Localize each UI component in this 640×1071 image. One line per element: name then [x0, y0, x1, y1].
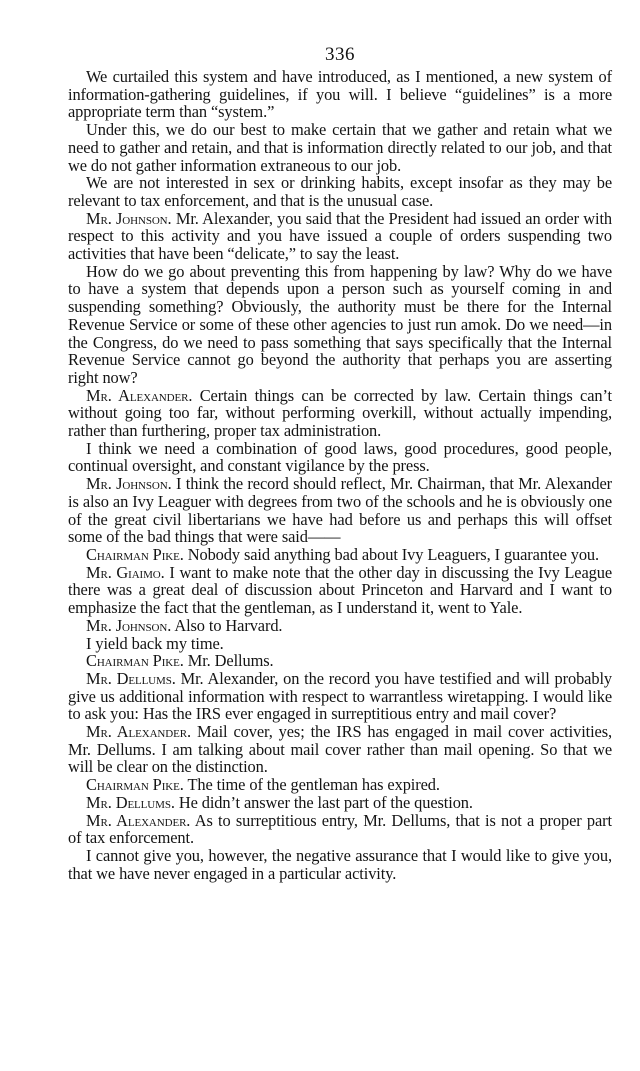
paragraph	[68, 475, 612, 546]
speaker-name: Mr. Johnson.	[86, 615, 172, 635]
paragraph	[68, 68, 612, 121]
paragraph-text: We curtailed this system and have introduced, as I mentioned, a new system of information-gathering guidelines, if you will. I believe “guidelines” is a more appropriate term than “system.”	[68, 67, 612, 122]
paragraph	[68, 635, 612, 653]
paragraph-text: Also to Harvard.	[174, 615, 283, 635]
speaker-name: Mr. Dellums.	[86, 668, 176, 688]
paragraph-text: Under this, we do our best to make certain that we gather and retain what we need to gather and retain, and that is information directly related to our job, and that we do not gather information extraneous to our job.	[68, 120, 612, 175]
speaker-name: Mr. Dellums.	[86, 792, 175, 812]
paragraph-text: Mail cover, yes; the IRS has engaged in mail cover activities, Mr. Dellums. I am talking about mail cover rather than mail opening. So that we will be clear on the distinction.	[68, 722, 613, 777]
paragraph-text: I think the record should reflect, Mr. Chairman, that Mr. Alexander is also an Ivy Leaguer with degrees from two of the schools and he is obviously one of the great civil libertarians we have had before us and perhaps this will offset some of the bad things that were said——	[68, 474, 612, 547]
paragraph	[68, 617, 612, 635]
paragraph-text: Certain things can be corrected by law. Certain things can’t without going too far, without performing overkill, without actually impending, rather than furthering, proper tax administration.	[68, 385, 612, 441]
body-text	[68, 68, 612, 882]
speaker-name: Chairman Pike.	[86, 775, 184, 795]
paragraph	[68, 652, 612, 670]
paragraph	[68, 670, 612, 723]
paragraph-text: I want to make note that the other day in discussing the Ivy League there was a great deal of discussion about Princeton and Harvard and I want to emphasize the fact that the gentleman, as I understand it, went to Yale.	[68, 562, 613, 618]
speaker-name: Mr. Johnson.	[86, 208, 172, 228]
paragraph	[68, 776, 612, 794]
paragraph	[68, 174, 612, 209]
paragraph	[68, 546, 612, 564]
page-number: 336	[325, 44, 355, 65]
paragraph-text: Nobody said anything bad about Ivy Leaguers, I guarantee you.	[187, 544, 600, 564]
paragraph	[68, 794, 612, 812]
speaker-name: Mr. Johnson.	[86, 474, 172, 494]
paragraph	[68, 723, 612, 776]
paragraph	[68, 121, 612, 174]
speaker-name: Chairman Pike.	[86, 544, 184, 564]
speaker-name: Mr. Alexander.	[86, 722, 191, 742]
paragraph-text: He didn’t answer the last part of the question.	[178, 792, 473, 812]
paragraph-text: Mr. Alexander, you said that the President had issued an order with respect to this activity and you have issued a couple of orders suspending two activities that have been “delicate,” to say the least.	[68, 208, 612, 264]
paragraph-text: The time of the gentleman has expired.	[187, 775, 440, 795]
paragraph-text: I cannot give you, however, the negative assurance that I would like to give you, that we have never engaged in a particular activity.	[68, 845, 612, 883]
paragraph	[68, 564, 612, 617]
paragraph-text: We are not interested in sex or drinking habits, except insofar as they may be relevant to tax enforcement, and that is the unusual case.	[68, 173, 612, 210]
paragraph-text: Mr. Dellums.	[187, 651, 274, 671]
paragraph-text: I think we need a combination of good laws, good procedures, good people, continual oversight, and constant vigilance by the press.	[68, 438, 612, 476]
paragraph	[68, 440, 612, 475]
speaker-name: Mr. Alexander.	[86, 810, 191, 830]
document-page	[68, 44, 612, 882]
speaker-name: Mr. Giaimo.	[86, 562, 165, 582]
paragraph	[68, 263, 612, 387]
speaker-name: Chairman Pike.	[86, 651, 184, 671]
speaker-name: Mr. Alexander.	[86, 385, 193, 405]
paragraph	[68, 387, 612, 440]
paragraph-text: Mr. Alexander, on the record you have testified and will probably give us additional information with respect to warrantless wiretapping. I would like to ask you: Has the IRS ever engaged in surreptitious entry and mail cover?	[68, 668, 612, 724]
paragraph	[68, 847, 612, 882]
paragraph-text: How do we go about preventing this from happening by law? Why do we have to have a system that depends upon a person such as yourself coming in and suspending something? Obviously, the authority must be there for the Internal Revenue Service or some of these other agencies to just run amok. Do we need—in the Congress, do we need to pass something that says specifically that the Internal Revenue Service cannot go beyond the authority that perhaps you are asserting right now?	[68, 261, 612, 387]
paragraph	[68, 812, 612, 847]
paragraph	[68, 210, 612, 263]
paragraph-text: As to surreptitious entry, Mr. Dellums, that is not a proper part of tax enforcement.	[68, 810, 612, 848]
paragraph-text: I yield back my time.	[86, 633, 224, 653]
